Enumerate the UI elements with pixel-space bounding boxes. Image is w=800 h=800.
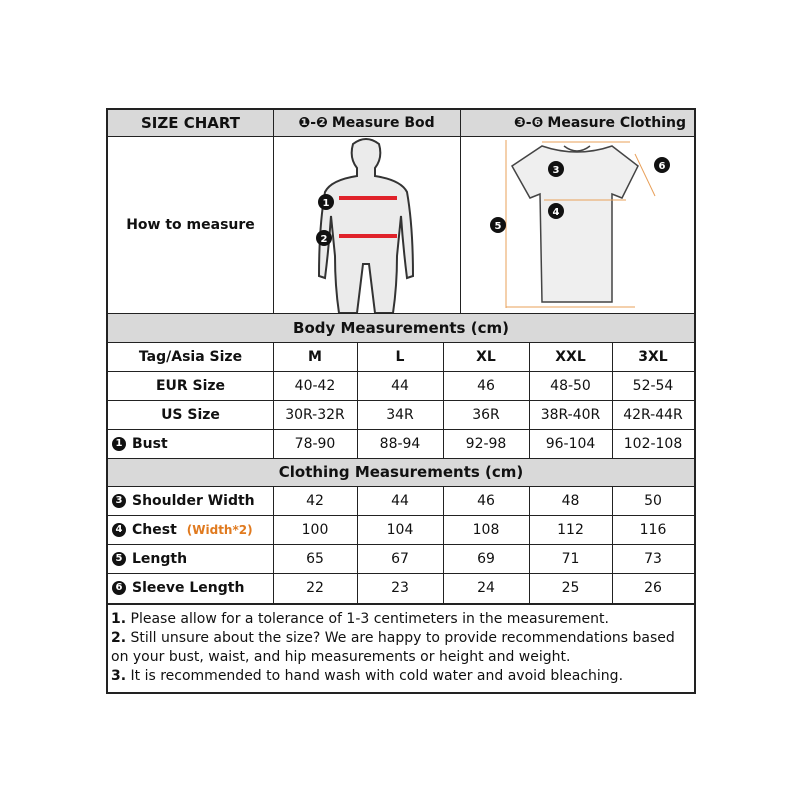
divider xyxy=(612,342,613,458)
divider xyxy=(108,573,694,574)
shirt-marker-5: 5 xyxy=(494,221,502,232)
table-cell: 50 xyxy=(644,492,662,509)
table-cell: 52-54 xyxy=(632,377,674,394)
row-label-text: US Size xyxy=(161,406,220,423)
size-chart-title: SIZE CHART xyxy=(140,114,240,132)
row-label-text: Shoulder Width xyxy=(132,492,255,509)
divider xyxy=(529,486,530,603)
body-marker-2: 2 xyxy=(320,234,328,245)
divider xyxy=(460,110,461,313)
table-cell: 3XL xyxy=(638,348,668,365)
divider xyxy=(108,458,694,459)
shirt-marker-4: 4 xyxy=(552,207,560,218)
divider xyxy=(273,342,274,458)
divider xyxy=(612,486,613,603)
body-diagram xyxy=(273,136,460,313)
divider xyxy=(443,342,444,458)
marker-badge: 6 xyxy=(112,581,126,595)
measure-clothing-header xyxy=(460,110,694,136)
table-cell: 112 xyxy=(557,521,584,538)
divider xyxy=(443,486,444,603)
shirt-marker-3: 3 xyxy=(552,165,560,176)
table-cell: 71 xyxy=(561,550,580,567)
table-cell: 34R xyxy=(386,406,414,423)
table-cell: XL xyxy=(476,348,496,365)
table-cell: 116 xyxy=(639,521,667,538)
divider xyxy=(357,342,358,458)
table-cell: M xyxy=(308,348,322,365)
table-cell: 96-104 xyxy=(545,435,596,452)
table-cell: 42 xyxy=(306,492,324,509)
divider xyxy=(108,429,694,430)
divider xyxy=(108,136,694,137)
row-label-text: Length xyxy=(132,550,188,567)
table-cell: 38R-40R xyxy=(540,406,601,423)
row-label xyxy=(108,400,273,429)
notes xyxy=(108,604,694,692)
row-label xyxy=(108,544,273,573)
divider xyxy=(108,342,694,343)
divider xyxy=(273,486,274,603)
table-cell: 108 xyxy=(472,521,500,538)
divider xyxy=(108,400,694,401)
size-chart xyxy=(106,108,696,694)
marker-badge: 3 xyxy=(112,494,126,508)
marker-badge: 5 xyxy=(112,552,126,566)
body-section-title: Body Measurements (cm) xyxy=(293,318,509,337)
measure-body-header xyxy=(273,110,460,136)
table-cell: 44 xyxy=(391,377,409,394)
table-cell: 92-98 xyxy=(465,435,507,452)
measure-body-marker: ❶-❷ xyxy=(298,115,328,131)
clothing-section-title: Clothing Measurements (cm) xyxy=(278,463,524,481)
shirt-marker-6: 6 xyxy=(658,161,666,172)
row-label-text: Sleeve Length xyxy=(132,579,245,596)
table-cell: 42R-44R xyxy=(623,406,683,423)
body-marker-1: 1 xyxy=(322,198,330,209)
row-label xyxy=(108,371,273,400)
table-cell: XXL xyxy=(555,348,586,365)
table-cell: 23 xyxy=(391,579,409,596)
table-cell: 25 xyxy=(561,579,580,596)
marker-badge: 4 xyxy=(112,523,126,537)
row-label xyxy=(108,342,273,371)
table-cell: 36R xyxy=(472,406,500,423)
row-label xyxy=(108,515,273,544)
divider xyxy=(273,110,274,313)
marker-badge: 1 xyxy=(112,437,126,451)
divider xyxy=(108,544,694,545)
table-cell: 26 xyxy=(644,579,662,596)
row-label-text: Chest xyxy=(132,521,177,538)
table-cell: 88-94 xyxy=(379,435,421,452)
table-cell: L xyxy=(395,348,405,365)
note-2: 2. Still unsure about the size? We are happy to provide recommendations based on your bust, waist, and hip measurements or height and weight. xyxy=(111,630,675,665)
divider xyxy=(108,515,694,516)
table-cell: 67 xyxy=(391,550,409,567)
table-cell: 24 xyxy=(477,579,495,596)
table-cell: 46 xyxy=(477,377,495,394)
divider xyxy=(357,486,358,603)
measure-clothing-marker: ❸-❻ xyxy=(513,115,544,131)
table-cell: 22 xyxy=(306,579,324,596)
row-label-text: Tag/Asia Size xyxy=(138,348,243,365)
table-cell: 48-50 xyxy=(550,377,591,394)
divider xyxy=(108,371,694,372)
row-label xyxy=(108,573,273,602)
divider xyxy=(108,486,694,487)
table-cell: 73 xyxy=(644,550,662,567)
divider xyxy=(529,342,530,458)
table-cell: 48 xyxy=(561,492,580,509)
table-cell: 78-90 xyxy=(294,435,336,452)
measure-clothing-label: Measure Clothing xyxy=(547,115,686,131)
table-cell: 40-42 xyxy=(294,377,336,394)
table-cell: 69 xyxy=(477,550,495,567)
row-label xyxy=(108,429,273,458)
table-cell: 46 xyxy=(477,492,495,509)
table-cell: 30R-32R xyxy=(285,406,345,423)
table-cell: 102-108 xyxy=(623,435,683,452)
table-cell: 44 xyxy=(391,492,409,509)
table-cell: 65 xyxy=(306,550,324,567)
shirt-diagram xyxy=(460,136,694,313)
row-label-text: EUR Size xyxy=(155,377,226,394)
measure-body-label: Measure Bod xyxy=(331,115,435,131)
table-cell: 100 xyxy=(301,521,329,538)
note-3: 3. It is recommended to hand wash with cold water and avoid bleaching. xyxy=(111,668,624,684)
row-hint: (Width*2) xyxy=(186,522,253,537)
how-to-measure-label: How to measure xyxy=(126,216,255,233)
note-1: 1. Please allow for a tolerance of 1-3 centimeters in the measurement. xyxy=(111,611,609,627)
table-cell: 104 xyxy=(386,521,414,538)
row-label-text: Bust xyxy=(132,435,168,452)
divider xyxy=(108,313,694,314)
row-label xyxy=(108,486,273,515)
